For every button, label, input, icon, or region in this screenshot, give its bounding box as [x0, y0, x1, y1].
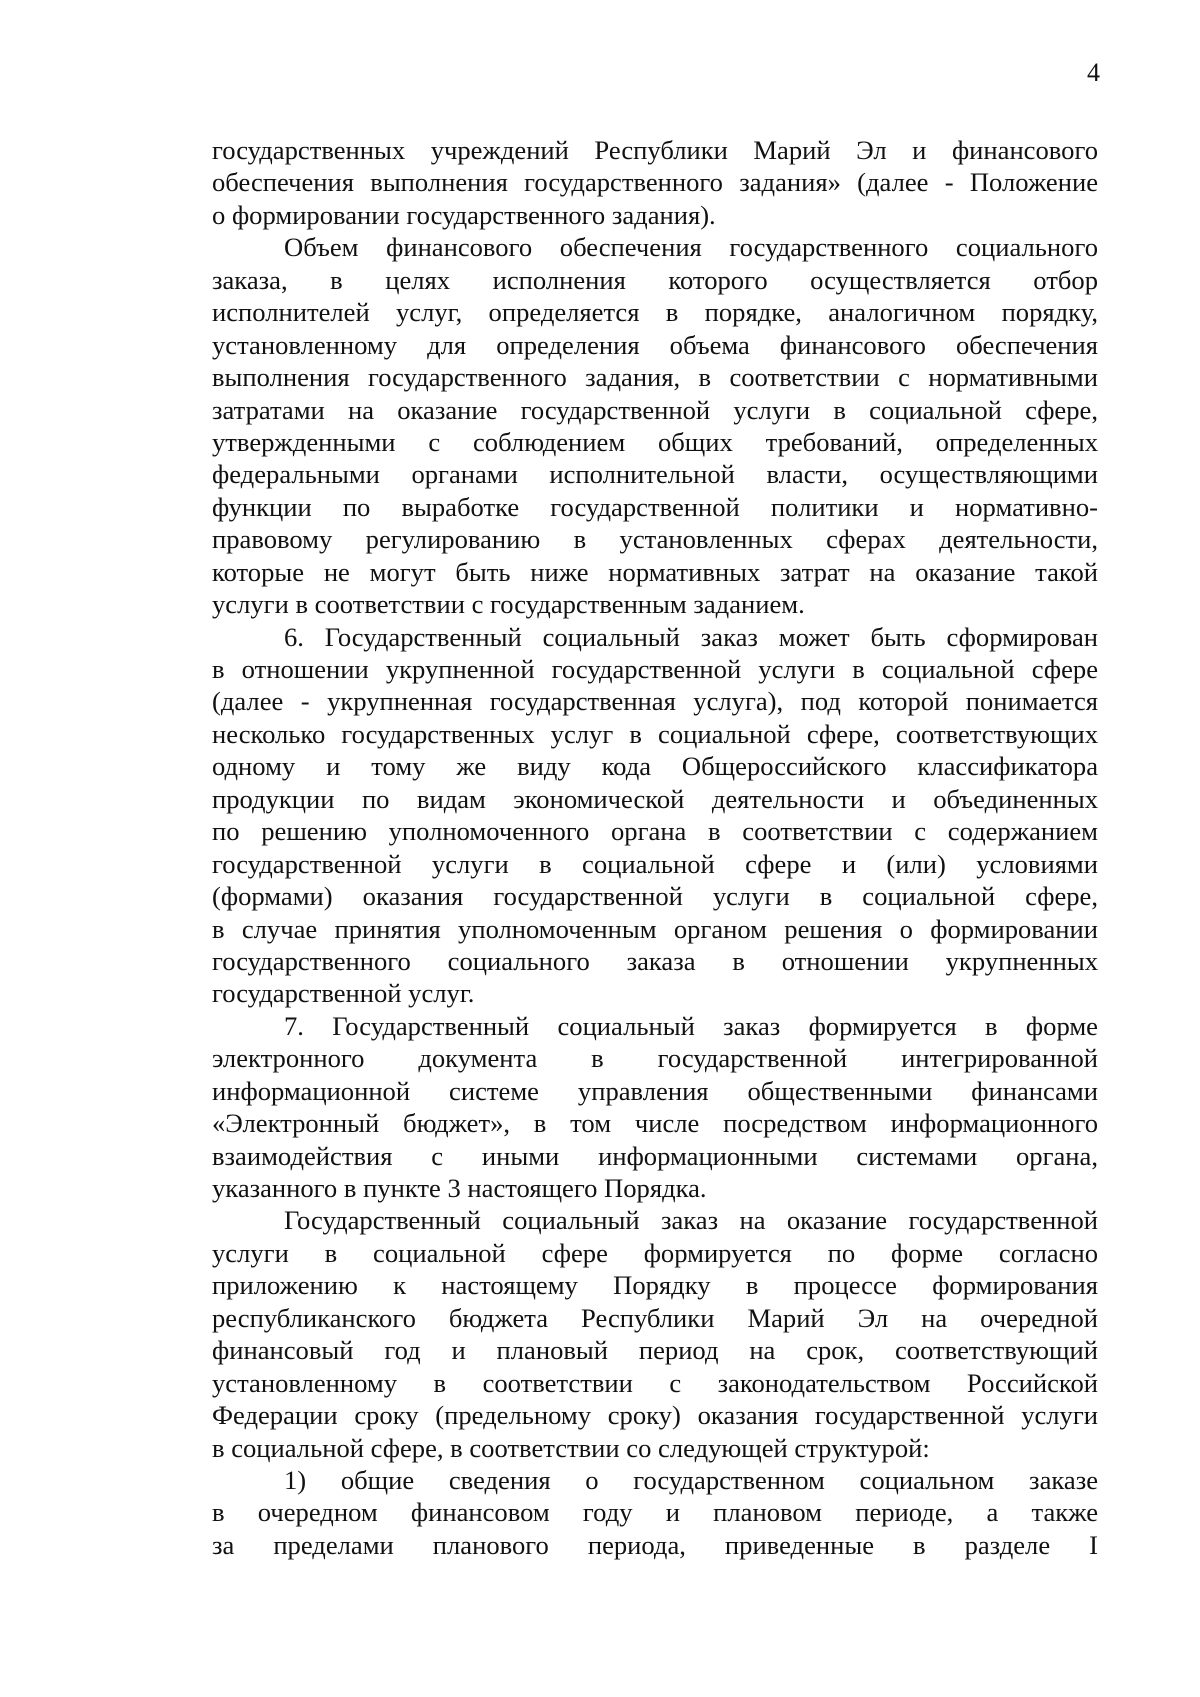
text-line: установленному в соответствии с законодательством Российской — [212, 1367, 1098, 1398]
text-line: за пределами планового периода, приведенные в разделе I — [212, 1529, 1098, 1560]
text-line: затратами на оказание государственной услуги в социальной сфере, — [212, 394, 1098, 425]
text-line: по решению уполномоченного органа в соответствии с содержанием — [212, 816, 1098, 847]
text-line: услуги в соответствии с государственным заданием. — [212, 589, 805, 620]
text-line: заказа, в целях исполнения которого осуществляется отбор — [212, 264, 1098, 295]
text-line: о формировании государственного задания). — [212, 199, 716, 230]
text-line: в отношении укрупненной государственной услуги в социальной сфере — [212, 654, 1098, 684]
text-line: указанного в пункте 3 настоящего Порядка. — [212, 1173, 707, 1203]
text-line: государственных учреждений Республики Марий Эл и финансового — [212, 135, 1098, 165]
text-line: исполнителей услуг, определяется в порядке, аналогичном порядку, — [212, 297, 1098, 328]
text-line: 7. Государственный социальный заказ формируется в форме — [284, 1010, 1098, 1041]
text-line: правовому регулированию в установленных сферах деятельности, — [212, 524, 1098, 555]
text-line: финансовый год и плановый период на срок, соответствующий — [212, 1335, 1098, 1366]
page-number: 4 — [1087, 58, 1100, 87]
text-line: республиканского бюджета Республики Марий Эл на очередной — [212, 1302, 1098, 1333]
text-line: (далее - укрупненная государственная услуга), под которой понимается — [212, 686, 1098, 717]
text-line: Федерации сроку (предельному сроку) оказания государственной услуги — [212, 1400, 1098, 1431]
text-line: федеральными органами исполнительной власти, осуществляющими — [212, 459, 1098, 490]
text-line: государственного социального заказа в отношении укрупненных — [212, 945, 1098, 976]
text-line: взаимодействия с иными информационными системами органа, — [212, 1140, 1098, 1171]
text-line: (формами) оказания государственной услуги в социальной сфере, — [212, 881, 1098, 912]
text-line: приложению к настоящему Порядку в процессе формирования — [212, 1270, 1098, 1301]
text-line: установленному для определения объема финансового обеспечения — [212, 329, 1098, 360]
text-line: Государственный социальный заказ на оказание государственной — [284, 1205, 1098, 1236]
text-line: в очередном финансовом году и плановом периоде, а также — [212, 1497, 1098, 1528]
text-line: функции по выработке государственной политики и нормативно- — [212, 491, 1098, 522]
text-line: в социальной сфере, в соответствии со следующей структурой: — [212, 1432, 930, 1463]
body-text — [212, 134, 1098, 1561]
text-line: государственной услуг. — [212, 978, 475, 1009]
text-line: одному и тому же виду кода Общероссийского классификатора — [212, 751, 1098, 782]
text-line: 6. Государственный социальный заказ может быть сформирован — [284, 621, 1098, 652]
text-line: выполнения государственного задания, в соответствии с нормативными — [212, 362, 1098, 393]
text-line: в случае принятия уполномоченным органом решения о формировании — [212, 913, 1098, 944]
text-line: информационной системе управления общественными финансами — [212, 1075, 1098, 1106]
text-line: услуги в социальной сфере формируется по форме согласно — [212, 1237, 1098, 1268]
text-line: 1) общие сведения о государственном социальном заказе — [284, 1464, 1098, 1495]
text-line: электронного документа в государственной интегрированной — [212, 1043, 1098, 1074]
text-line: «Электронный бюджет», в том числе посредством информационного — [212, 1108, 1098, 1139]
text-line: которые не могут быть ниже нормативных затрат на оказание такой — [212, 556, 1098, 587]
text-line: утвержденными с соблюдением общих требований, определенных — [212, 426, 1098, 457]
text-line: Объем финансового обеспечения государственного социального — [284, 232, 1098, 263]
text-line: продукции по видам экономической деятельности и объединенных — [212, 783, 1098, 814]
text-line: несколько государственных услуг в социальной сфере, соответствующих — [212, 718, 1098, 749]
text-line: обеспечения выполнения государственного задания» (далее - Положение — [212, 167, 1098, 198]
text-line: государственной услуги в социальной сфере и (или) условиями — [212, 848, 1098, 879]
